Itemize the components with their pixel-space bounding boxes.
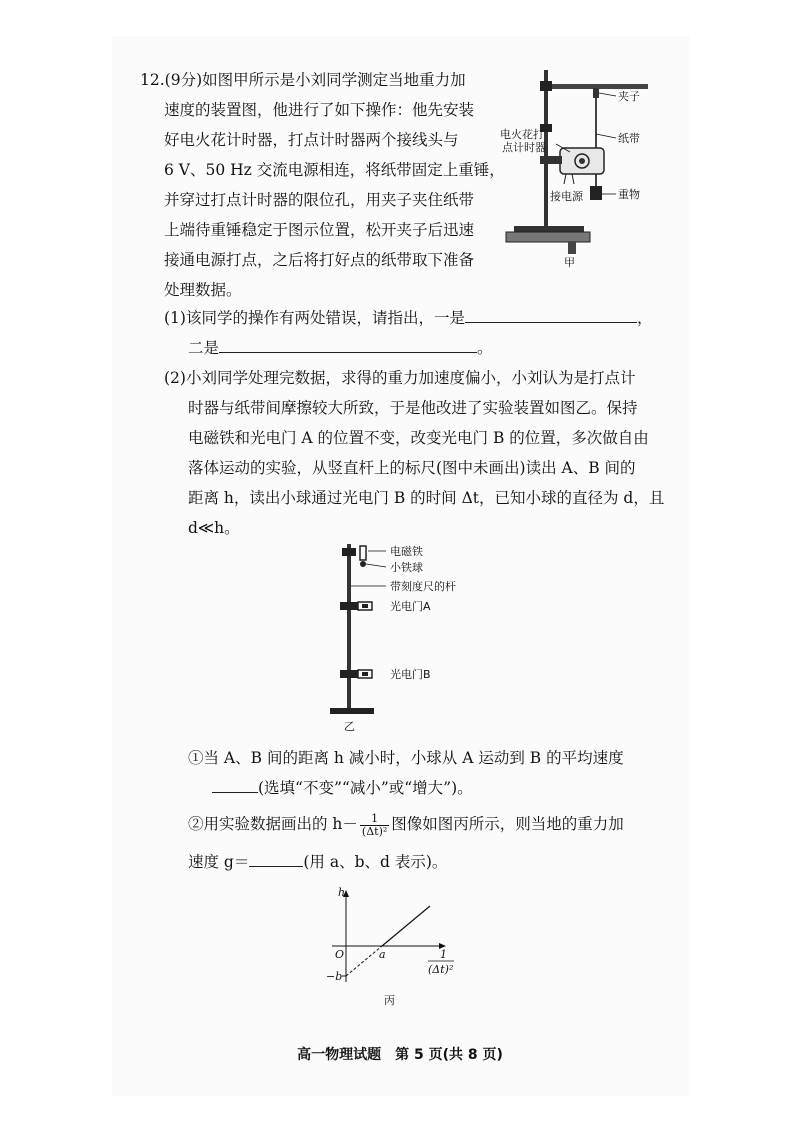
part-2-line: 距离 h，读出小球通过光电门 B 的时间 Δt，已知小球的直径为 d，且 <box>188 489 665 507</box>
iron-ball-icon <box>360 561 366 567</box>
part-2-line: 时器与纸带间摩擦较大所致，于是他改进了实验装置如图乙。保持 <box>188 399 638 417</box>
answer-blank-4[interactable] <box>249 850 303 867</box>
weight-icon <box>590 186 602 200</box>
scale-rod <box>347 544 351 712</box>
figure-yi <box>320 538 490 738</box>
label-rod: 带刻度尺的杆 <box>390 580 456 593</box>
label-gate-b: 光电门B <box>390 668 431 681</box>
data-line <box>382 906 430 946</box>
g-label: 速度 g＝ <box>188 853 250 871</box>
figure-bing <box>322 882 472 1010</box>
comma: ， <box>636 309 653 327</box>
label-weight: 重物 <box>618 188 640 201</box>
label-magnet: 电磁铁 <box>390 545 423 558</box>
part-2-line: 落体运动的实验，从竖直杆上的标尺(图中未画出)读出 A、B 间的 <box>188 459 636 477</box>
sub-2-line-1 <box>188 812 624 838</box>
caption-bing: 丙 <box>384 994 395 1007</box>
page-footer: 高一物理试题 第 5 页(共 8 页) <box>297 1047 503 1063</box>
label-gate-a: 光电门A <box>390 600 431 613</box>
label-power: 接电源 <box>550 190 583 203</box>
electromagnet-icon <box>360 546 366 560</box>
fraction <box>360 813 389 838</box>
intro-line: 接通电源打点，之后将打好点的纸带取下准备 <box>164 251 475 269</box>
arm-clamp <box>540 81 552 91</box>
fraction-denominator: (Δt)² <box>361 824 388 838</box>
fraction-numerator: 1 <box>360 813 389 826</box>
part-2-line: (2)小刘同学处理完数据，求得的重力加速度偏小，小刘认为是打点计 <box>164 369 636 387</box>
intro-line: 6 V、50 Hz 交流电源相连，将纸带固定上重锤， <box>164 161 505 179</box>
origin-label: O <box>335 948 345 961</box>
question-12-line-1 <box>140 68 466 92</box>
answer-blank-1[interactable] <box>465 306 637 323</box>
sub-2-line-2 <box>188 850 447 874</box>
caption-yi: 乙 <box>344 720 355 733</box>
x-axis-denominator: (Δt)² <box>428 963 454 976</box>
part-2-line: d≪h。 <box>188 519 240 537</box>
intro-line: 如图甲所示是小刘同学测定当地重力加 <box>202 71 466 89</box>
question-number: 12. <box>140 71 165 89</box>
stand-base <box>514 226 584 232</box>
part-1-line-1 <box>164 306 652 330</box>
caption-jia: 甲 <box>564 256 575 269</box>
x-intercept-label: a <box>379 948 386 961</box>
sub-1-line-2 <box>212 776 473 800</box>
intro-line: 上端待重锤稳定于图示位置，松开夹子后迅速 <box>164 221 475 239</box>
sub-1-hint: (选填“不变”“减小”或“增大”)。 <box>258 779 473 797</box>
stand-base <box>330 708 374 714</box>
y-axis-label: h <box>338 886 346 899</box>
period: 。 <box>477 339 493 357</box>
y-intercept-label: −b <box>326 970 343 983</box>
label-timer-2: 点计时器 <box>502 141 546 154</box>
sub-1-line-1: ①当 A、B 间的距离 h 减小时，小球从 A 运动到 B 的平均速度 <box>188 749 624 767</box>
intro-line: 好电火花计时器，打点计时器两个接线头与 <box>164 131 459 149</box>
sub-2-hint: (用 a、b、d 表示)。 <box>303 853 448 871</box>
label-tape: 纸带 <box>618 132 640 145</box>
sub-2-rest: 图像如图丙所示，则当地的重力加 <box>391 815 624 833</box>
answer-blank-2[interactable] <box>219 336 477 353</box>
answer-blank-3[interactable] <box>212 776 258 793</box>
sub-2-prompt: ②用实验数据画出的 h－ <box>188 815 358 833</box>
intro-line: 速度的装置图，他进行了如下操作：他先安装 <box>164 101 475 119</box>
question-score: (9分) <box>164 71 203 89</box>
x-axis-numerator: 1 <box>440 948 447 961</box>
part-1-second: 二是 <box>188 339 220 357</box>
intro-line: 并穿过打点计时器的限位孔，用夹子夹住纸带 <box>164 191 475 209</box>
label-timer-1: 电火花打 <box>500 128 544 141</box>
clip-icon <box>593 88 599 98</box>
rod-cap <box>342 548 356 556</box>
label-ball: 小铁球 <box>390 561 423 574</box>
figure-jia <box>500 66 690 276</box>
extrapolated-line <box>346 946 382 976</box>
table <box>506 232 590 242</box>
label-clip: 夹子 <box>618 90 640 103</box>
part-2-line: 电磁铁和光电门 A 的位置不变，改变光电门 B 的位置，多次做自由 <box>188 429 649 447</box>
intro-line: 处理数据。 <box>164 281 242 299</box>
part-1-prompt: (1)该同学的操作有两处错误，请指出，一是 <box>164 309 465 327</box>
part-1-line-2 <box>188 336 493 360</box>
